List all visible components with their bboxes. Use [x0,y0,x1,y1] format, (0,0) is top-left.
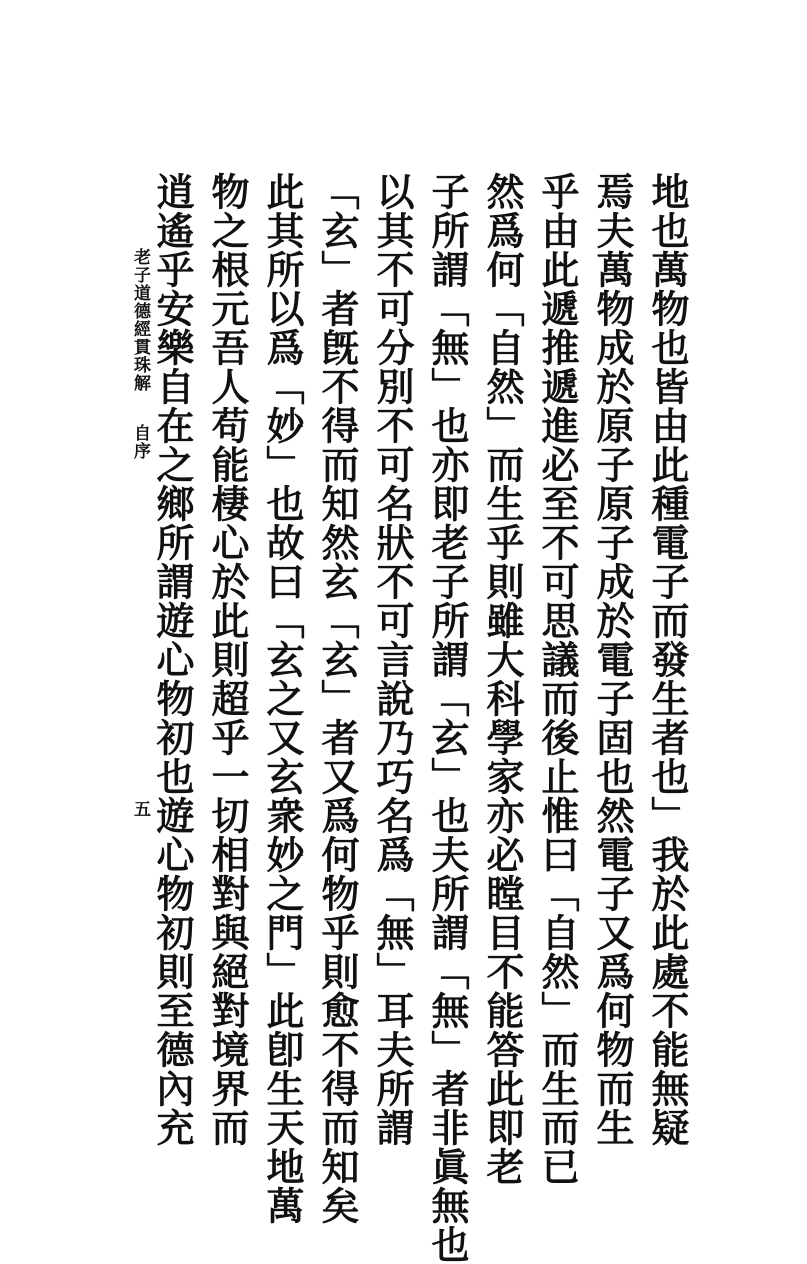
text-column: 地也萬物也皆由此種電子而發生者也」我於此處不能無疑 [645,172,690,1147]
text-column: 物之根元吾人苟能棲心於此則超乎一切相對與絕對境界而 [205,172,250,1147]
main-text [145,172,695,1264]
section-label: 自序 [130,424,150,460]
text-column: 逍遙乎安樂自在之鄉所謂遊心物初也遊心物初則至德內充 [150,172,195,1147]
text-column: 「玄」者旣不得而知然玄「玄」者又爲何物乎則愈不得而知矣 [315,172,360,1225]
text-column: 焉夫萬物成於原子原子成於電子固也然電子又爲何物而生 [590,172,635,1147]
running-title: 老子道德經貫珠解 [130,248,150,392]
text-column: 子所謂「無」也亦即老子所謂「玄」也夫所謂「無」者非眞無也 [425,172,470,1264]
text-column: 然爲何「自然」而生乎則雖大科學家亦必瞠目不能答此即老 [480,172,525,1186]
page-number: 五 [130,800,150,817]
text-column: 乎由此遞推遞進必至不可思議而後止惟曰「自然」而生而已 [535,172,580,1186]
text-column: 此其所以爲「妙」也故曰「玄之又玄衆妙之門」此卽生天地萬 [260,172,305,1225]
text-column: 以其不可分別不可名狀不可言說乃巧名爲「無」耳夫所謂 [370,172,415,1147]
